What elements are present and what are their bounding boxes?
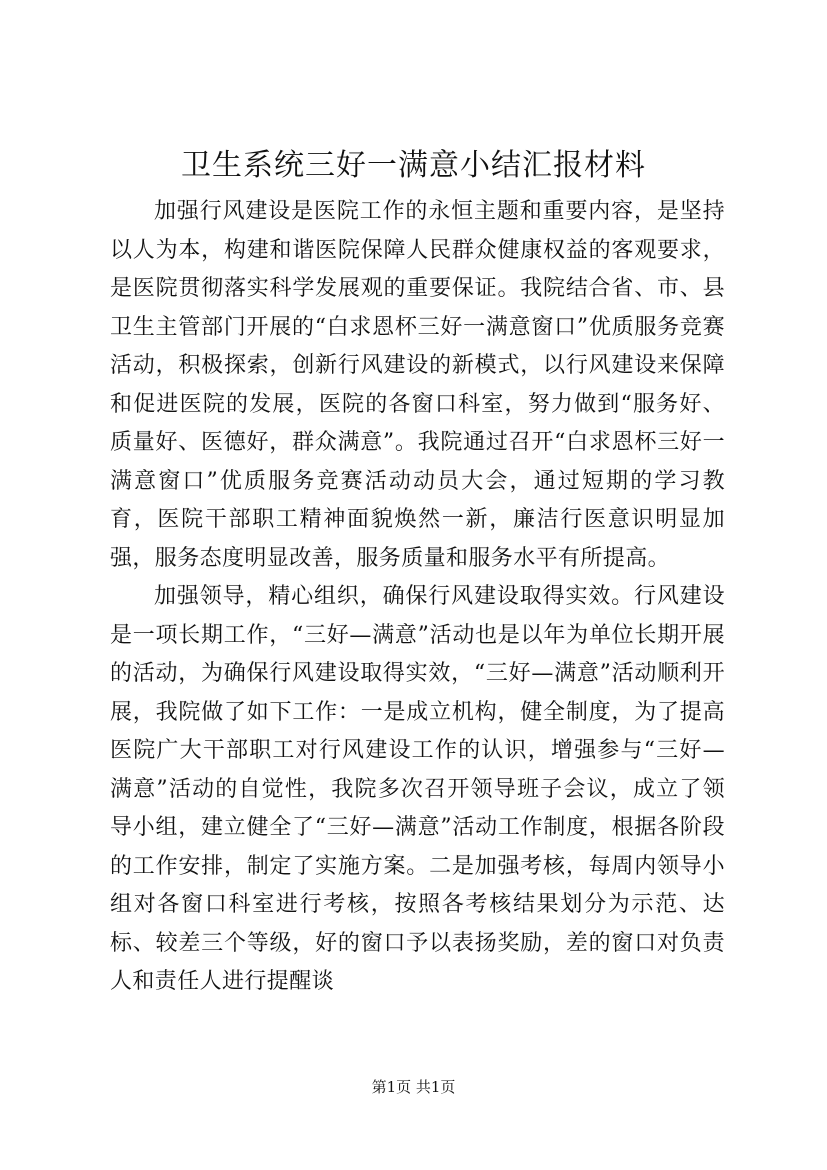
- document-body: [110, 193, 725, 1002]
- paragraph-1: 加强行风建设是医院工作的永恒主题和重要内容，是坚持以人为本，构建和谐医院保障人民群众健康权益的客观要求，是医院贯彻落实科学发展观的重要保证。我院结合省、市、县卫生主管部门开展的“白求恩杯三好一满意窗口”优质服务竞赛活动，积极探索，创新行风建设的新模式，以行风建设来保障和促进医院的发展，医院的各窗口科室，努力做到“服务好、质量好、医德好，群众满意”。我院通过召开“白求恩杯三好一满意窗口”优质服务竞赛活动动员大会，通过短期的学习教育，医院干部职工精神面貌焕然一新，廉洁行医意识明显加强，服务态度明显改善，服务质量和服务水平有所提高。: [110, 199, 725, 571]
- page-footer: 第1页 共1页: [371, 1078, 456, 1096]
- document-title: 卫生系统三好一满意小结汇报材料: [181, 148, 646, 183]
- paragraph-2: 加强领导，精心组织，确保行风建设取得实效。行风建设是一项长期工作，“三好—满意”活动也是以年为单位长期开展的活动，为确保行风建设取得实效，“三好—满意”活动顺利开展，我院做了如下工作：一是成立机构，健全制度，为了提高医院广大干部职工对行风建设工作的认识，增强参与“三好—满意”活动的自觉性，我院多次召开领导班子会议，成立了领导小组，建立健全了“三好—满意”活动工作制度，根据各阶段的工作安排，制定了实施方案。二是加强考核，每周内领导小组对各窗口科室进行考核，按照各考核结果划分为示范、达标、较差三个等级，好的窗口予以表扬奖励，差的窗口对负责人和责任人进行提醒谈: [110, 584, 725, 994]
